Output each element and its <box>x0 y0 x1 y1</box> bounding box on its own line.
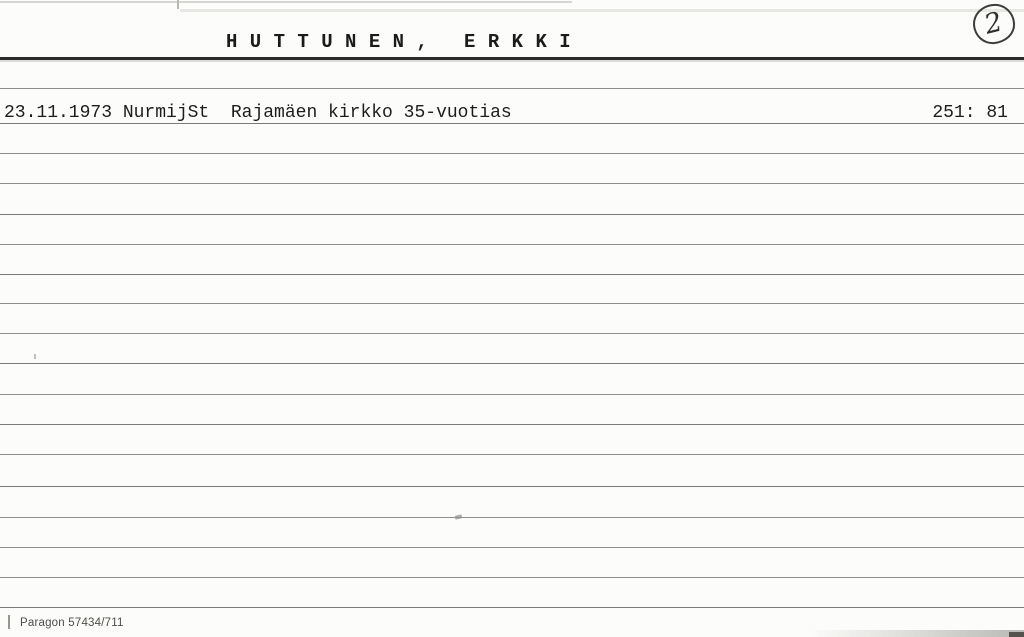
scan-speck <box>34 354 36 359</box>
rule-line <box>0 88 1024 89</box>
scan-top-tick <box>177 0 179 9</box>
page-number: 2 <box>981 5 1006 41</box>
rule-line <box>0 547 1024 548</box>
rule-line <box>0 123 1024 124</box>
rule-line <box>0 517 1024 518</box>
rule-line <box>0 244 1024 245</box>
rule-line <box>0 454 1024 455</box>
scan-top-edge-line <box>0 1 572 3</box>
scan-bottom-smudge <box>809 630 1024 637</box>
entry-text: 23.11.1973 NurmijSt Rajamäen kirkko 35-vuotias <box>4 103 512 123</box>
scan-bottom-corner <box>1009 632 1024 637</box>
rule-line <box>0 607 1024 608</box>
manufacturer-imprint: Paragon 57434/711 <box>20 617 124 629</box>
rule-line <box>0 424 1024 425</box>
rule-line <box>0 183 1024 184</box>
entry-reference: 251: 81 <box>932 103 1008 123</box>
rule-line <box>0 363 1024 364</box>
rule-line <box>0 333 1024 334</box>
header-rule <box>0 57 1024 60</box>
rule-line <box>0 486 1024 487</box>
rule-line <box>0 153 1024 154</box>
rule-line <box>0 577 1024 578</box>
card-title: H U T T U N E N , E R K K I <box>226 31 572 53</box>
rule-line <box>0 303 1024 304</box>
rule-line <box>0 214 1024 215</box>
footer-tick <box>8 615 10 629</box>
rule-line <box>0 274 1024 275</box>
rule-line <box>0 394 1024 395</box>
scan-top-streak <box>180 9 1024 12</box>
